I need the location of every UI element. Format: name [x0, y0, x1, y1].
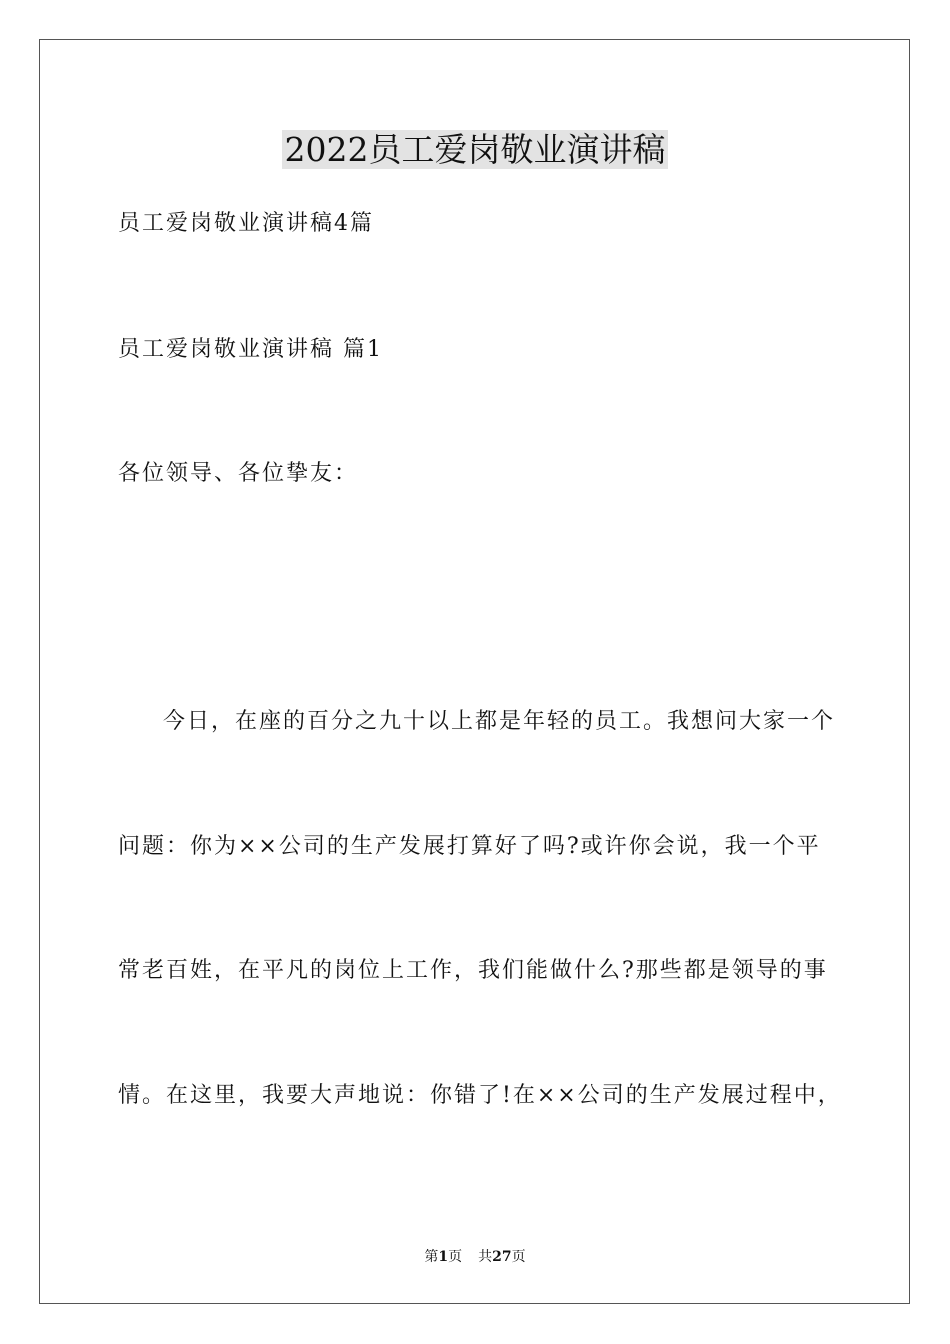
body-line-4: 情。在这里，我要大声地说：你错了!在××公司的生产发展过程中， — [118, 1083, 842, 1108]
body-line-2: 问题：你为××公司的生产发展打算好了吗?或许你会说，我一个平 — [118, 834, 821, 859]
salutation: 各位领导、各位挚友： — [118, 461, 359, 486]
document-title — [0, 128, 950, 172]
section-heading: 员工爱岗敬业演讲稿 篇1 — [118, 337, 383, 362]
body-line-1: 今日，在座的百分之九十以上都是年轻的员工。我想问大家一个 — [163, 709, 836, 734]
document-title-text: 2022员工爱岗敬业演讲稿 — [282, 130, 669, 169]
footer-total-prefix: 共 — [478, 1249, 493, 1265]
document-subtitle: 员工爱岗敬业演讲稿4篇 — [118, 211, 374, 236]
footer-page-number: 1 — [438, 1249, 449, 1265]
body-line-3: 常老百姓，在平凡的岗位上工作，我们能做什么?那些都是领导的事 — [118, 958, 828, 983]
page-footer — [0, 1247, 950, 1267]
footer-total-suffix: 页 — [511, 1249, 526, 1265]
footer-page-suffix: 页 — [448, 1249, 463, 1265]
footer-total-pages: 27 — [492, 1249, 512, 1265]
footer-page-prefix: 第 — [424, 1249, 439, 1265]
